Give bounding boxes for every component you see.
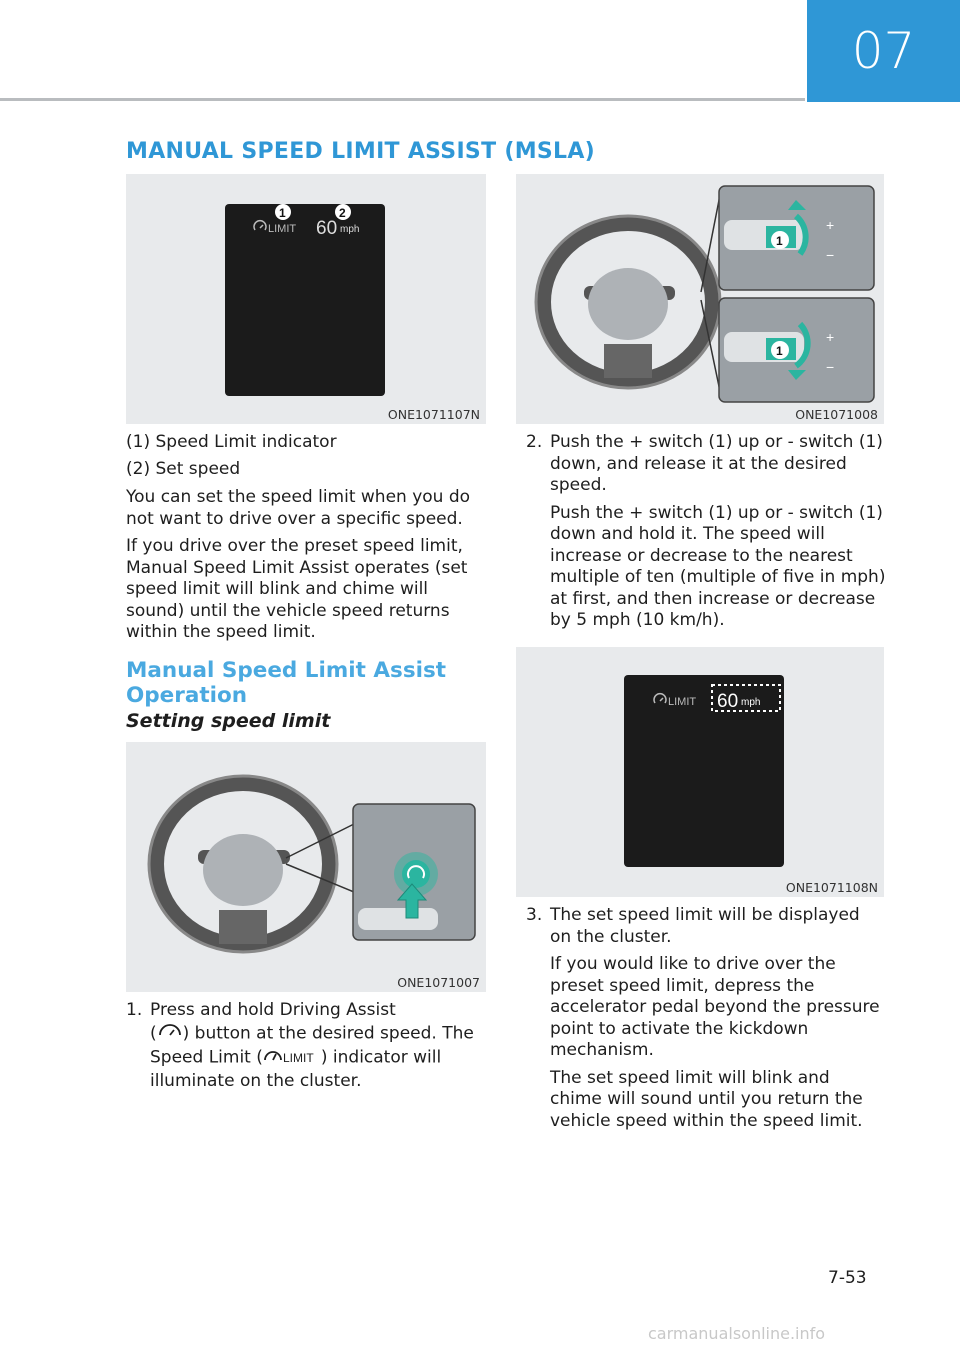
step-3: 3. The set speed limit will be displayed on the cluster. If you would like to drive over the preset speed limit, depress the accelerator pedal beyond the pressure point to activate the kickdown mechanism. The set speed limit will blink and chime will sound until you return the vehicle speed within the speed limit. <box>526 905 880 1131</box>
subsection-heading: Manual Speed Limit Assist Operation <box>126 658 447 708</box>
svg-text:mph: mph <box>741 697 761 708</box>
steering-wheel-button-illustration <box>126 742 486 992</box>
callout-2: 2 <box>339 206 346 220</box>
svg-text:60: 60 <box>717 691 739 712</box>
cluster-set-speed-illustration <box>516 647 884 897</box>
subsubsection-heading: Setting speed limit <box>126 710 331 732</box>
svg-text:+: + <box>826 217 835 233</box>
set-speed-value: 60 <box>316 218 338 239</box>
figure-caption: ONE1071108N <box>785 880 878 895</box>
cluster-display-illustration <box>126 174 486 424</box>
svg-text:LIMIT: LIMIT <box>668 696 697 708</box>
legend-item-1: (1) Speed Limit indicator <box>126 432 337 452</box>
svg-text:−: − <box>826 247 835 263</box>
watermark: carmanualsonline.info <box>648 1324 826 1343</box>
driving-assist-icon <box>157 1022 183 1045</box>
page-number: 7-53 <box>828 1268 867 1288</box>
figure-caption: ONE1071007 <box>397 975 480 990</box>
limit-label: LIMIT <box>268 223 297 235</box>
svg-text:LIMIT: LIMIT <box>282 1051 314 1065</box>
paragraph-overspeed: If you drive over the preset speed limit, Manual Speed Limit Assist operates (set speed limit will blink and chime will sound) until the vehicle speed returns within the speed limit. <box>126 536 468 642</box>
legend-item-2: (2) Set speed <box>126 459 241 479</box>
svg-text:+: + <box>826 329 835 345</box>
steering-wheel-switch-illustration <box>516 174 884 424</box>
step-number: 3. <box>526 905 543 925</box>
header-rule <box>0 98 805 101</box>
speed-limit-icon <box>263 1044 321 1071</box>
step-2: 2. Push the + switch (1) up or - switch (1) down, and release it at the desired speed. Push the + switch (1) up or - switch (1) down and hold it. The speed will increase or decrease to the nearest multiple of ten (multiple of five in mph) at first, and then increase or decrease by 5 mph (10 km/h). <box>526 432 886 630</box>
figure-caption: ONE1071008 <box>795 407 878 422</box>
svg-text:−: − <box>826 359 835 375</box>
figure-cluster-display <box>126 174 486 424</box>
chapter-tab: 07 <box>807 0 960 102</box>
step-number: 1. <box>126 1000 143 1020</box>
figure-caption: ONE1071107N <box>387 407 480 422</box>
set-speed-unit: mph <box>340 224 360 235</box>
section-title: MANUAL SPEED LIMIT ASSIST (MSLA) <box>126 139 596 164</box>
svg-text:1: 1 <box>776 344 783 358</box>
figure-steering-switch <box>516 174 884 424</box>
paragraph-intro: You can set the speed limit when you do not want to drive over a specific speed. <box>126 487 471 529</box>
step-number: 2. <box>526 432 543 452</box>
callout-1: 1 <box>279 206 286 220</box>
step-1: 1. Press and hold Driving Assist ( ) button at the desired speed. The Speed Limit ( LIMIT ) indicator will illuminate on the cluster. <box>126 1000 474 1091</box>
figure-driving-assist-button <box>126 742 486 992</box>
figure-cluster-set-speed <box>516 647 884 897</box>
svg-text:1: 1 <box>776 234 783 248</box>
